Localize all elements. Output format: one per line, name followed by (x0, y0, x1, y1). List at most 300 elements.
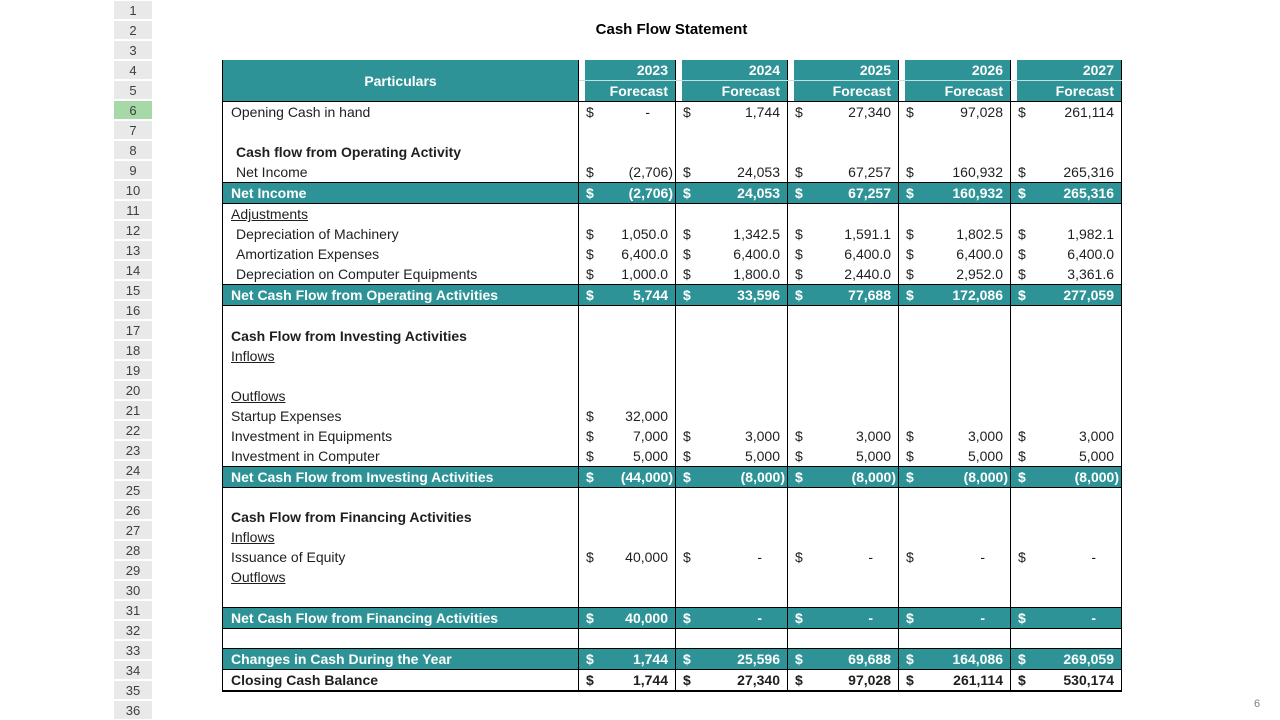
particulars-cell[interactable] (223, 346, 579, 366)
value-cell[interactable] (899, 386, 1011, 406)
value-cell[interactable] (1011, 162, 1122, 183)
value-cell[interactable] (579, 306, 676, 326)
value-cell[interactable] (676, 628, 788, 648)
value-cell[interactable] (579, 366, 676, 386)
value-cell[interactable] (579, 446, 676, 467)
value-cell[interactable] (899, 587, 1011, 607)
dollar-sign: $ (906, 671, 914, 688)
value-cell[interactable] (579, 386, 676, 406)
value-cell[interactable] (579, 466, 676, 487)
table-row-31 (223, 607, 1122, 628)
cell-value: 160,932 (952, 185, 1003, 201)
value-cell[interactable] (1011, 366, 1122, 386)
value-cell[interactable] (788, 466, 899, 487)
value-cell[interactable] (1011, 244, 1122, 264)
row-header-9[interactable]: 9 (113, 160, 153, 180)
value-cell[interactable] (788, 122, 899, 142)
dollar-sign: $ (1018, 468, 1026, 485)
cell-value: 27,340 (848, 104, 891, 120)
row-header-35[interactable]: 35 (113, 680, 153, 700)
value-cell[interactable] (788, 507, 899, 527)
value-cell[interactable] (579, 487, 676, 507)
value-cell[interactable] (579, 426, 676, 446)
value-cell[interactable] (676, 507, 788, 527)
value-cell[interactable] (899, 204, 1011, 225)
dollar-sign: $ (1018, 266, 1026, 282)
value-cell[interactable] (1011, 204, 1122, 225)
cell-value: (8,000) (1074, 468, 1119, 485)
row-header-4[interactable]: 4 (113, 60, 153, 80)
dollar-sign: $ (683, 549, 691, 565)
value-cell[interactable] (1011, 487, 1122, 507)
value-cell[interactable] (1011, 406, 1122, 426)
value-cell[interactable] (579, 162, 676, 183)
row-header-34[interactable]: 34 (113, 660, 153, 680)
value-cell[interactable] (788, 487, 899, 507)
table-row-24 (223, 466, 1122, 487)
dollar-sign: $ (906, 226, 914, 242)
value-cell[interactable] (1011, 587, 1122, 607)
row-header-column (113, 0, 153, 720)
cell-value: 97,028 (960, 104, 1003, 120)
value-cell[interactable] (676, 285, 788, 306)
cash-flow-table (222, 60, 1122, 692)
cell-value: (2,706) (628, 164, 673, 180)
row-header-28[interactable]: 28 (113, 540, 153, 560)
value-cell[interactable] (788, 244, 899, 264)
value-cell[interactable] (579, 648, 676, 669)
value-cell[interactable] (899, 507, 1011, 527)
particulars-cell[interactable] (223, 648, 579, 669)
particulars-cell[interactable] (223, 507, 579, 527)
table-row-7 (223, 122, 1122, 142)
value-cell[interactable] (676, 224, 788, 244)
value-cell[interactable] (1011, 669, 1122, 691)
dollar-sign: $ (906, 185, 914, 201)
value-cell[interactable] (788, 386, 899, 406)
value-cell[interactable] (579, 102, 676, 123)
row-header-23[interactable]: 23 (113, 440, 153, 460)
value-cell[interactable] (1011, 285, 1122, 306)
particulars-cell[interactable] (223, 162, 579, 183)
value-cell[interactable] (788, 648, 899, 669)
particulars-header[interactable]: Particulars (223, 60, 579, 102)
value-cell[interactable] (1011, 507, 1122, 527)
value-cell[interactable] (676, 607, 788, 628)
value-cell[interactable] (676, 264, 788, 285)
forecast-header-2025[interactable]: Forecast (788, 81, 899, 102)
table-row-30 (223, 587, 1122, 607)
particulars-cell[interactable] (223, 183, 579, 204)
row-label: Opening Cash in hand (231, 104, 371, 120)
value-cell[interactable] (788, 162, 899, 183)
particulars-cell[interactable] (223, 366, 579, 386)
value-cell[interactable] (676, 466, 788, 487)
particulars-cell[interactable] (223, 306, 579, 326)
value-cell[interactable] (899, 547, 1011, 567)
particulars-cell[interactable] (223, 607, 579, 628)
value-cell[interactable] (1011, 224, 1122, 244)
value-cell[interactable] (579, 264, 676, 285)
value-cell[interactable] (1011, 326, 1122, 346)
value-cell[interactable] (1011, 648, 1122, 669)
value-cell[interactable] (579, 507, 676, 527)
year-header-2023[interactable]: 2023 (579, 60, 676, 81)
particulars-cell[interactable] (223, 386, 579, 406)
value-cell[interactable] (579, 628, 676, 648)
value-cell[interactable] (788, 607, 899, 628)
value-cell[interactable] (899, 162, 1011, 183)
dollar-sign: $ (683, 226, 691, 242)
table-row-17 (223, 326, 1122, 346)
value-cell[interactable] (788, 628, 899, 648)
cell-value: 6,400.0 (621, 246, 668, 262)
value-cell[interactable] (676, 122, 788, 142)
value-cell[interactable] (676, 386, 788, 406)
value-cell[interactable] (788, 426, 899, 446)
value-cell[interactable] (788, 102, 899, 123)
value-cell[interactable] (1011, 628, 1122, 648)
cell-value: (8,000) (963, 468, 1008, 485)
particulars-cell[interactable] (223, 669, 579, 691)
cell-value: 6,400.0 (956, 246, 1003, 262)
row-header-31[interactable]: 31 (113, 600, 153, 620)
cell-value: 3,000 (967, 427, 1003, 444)
row-header-13[interactable]: 13 (113, 240, 153, 260)
value-cell[interactable] (1011, 567, 1122, 587)
value-cell[interactable] (676, 306, 788, 326)
particulars-cell[interactable] (223, 102, 579, 123)
cell-value: 97,028 (848, 671, 891, 688)
row-header-14[interactable]: 14 (113, 260, 153, 280)
value-cell[interactable] (1011, 183, 1122, 204)
value-cell[interactable] (899, 264, 1011, 285)
value-cell[interactable] (676, 567, 788, 587)
row-header-12[interactable]: 12 (113, 220, 153, 240)
value-cell[interactable] (788, 224, 899, 244)
value-cell[interactable] (676, 162, 788, 183)
row-label: Cash Flow from Investing Activities (231, 327, 467, 344)
particulars-cell[interactable] (223, 326, 579, 346)
cell-value: 1,800.0 (733, 266, 780, 282)
table-row-16 (223, 306, 1122, 326)
value-cell[interactable] (899, 244, 1011, 264)
value-cell[interactable] (1011, 122, 1122, 142)
particulars-cell[interactable] (223, 426, 579, 446)
row-header-26[interactable]: 26 (113, 500, 153, 520)
cell-value: 1,000.0 (621, 266, 668, 282)
value-cell[interactable] (1011, 102, 1122, 123)
value-cell[interactable] (1011, 607, 1122, 628)
row-header-32[interactable]: 32 (113, 620, 153, 640)
value-cell[interactable] (788, 567, 899, 587)
value-cell[interactable] (899, 122, 1011, 142)
dollar-sign: $ (906, 427, 914, 444)
value-cell[interactable] (899, 669, 1011, 691)
value-cell[interactable] (579, 587, 676, 607)
particulars-cell[interactable] (223, 244, 579, 264)
value-cell[interactable] (899, 567, 1011, 587)
value-cell[interactable] (899, 306, 1011, 326)
cell-value: 1,342.5 (733, 226, 780, 242)
value-cell[interactable] (788, 264, 899, 285)
row-header-21[interactable]: 21 (113, 400, 153, 420)
forecast-header-2027[interactable]: Forecast (1011, 81, 1122, 102)
row-header-7[interactable]: 7 (113, 120, 153, 140)
row-header-16[interactable]: 16 (113, 300, 153, 320)
value-cell[interactable] (899, 446, 1011, 467)
value-cell[interactable] (1011, 547, 1122, 567)
year-header-2026[interactable]: 2026 (899, 60, 1011, 81)
dollar-sign: $ (586, 549, 594, 565)
value-cell[interactable] (899, 366, 1011, 386)
cell-value: 269,059 (1063, 650, 1114, 667)
cell-value: 5,744 (632, 287, 668, 303)
particulars-cell[interactable] (223, 587, 579, 607)
row-header-27[interactable]: 27 (113, 520, 153, 540)
row-header-11[interactable]: 11 (113, 200, 153, 220)
value-cell[interactable] (676, 326, 788, 346)
value-cell[interactable] (676, 204, 788, 225)
value-cell[interactable] (788, 346, 899, 366)
table-row-10 (223, 183, 1122, 204)
table-row-33 (223, 648, 1122, 669)
row-header-25[interactable]: 25 (113, 480, 153, 500)
value-cell[interactable] (676, 426, 788, 446)
value-cell[interactable] (676, 183, 788, 204)
table-row-29 (223, 567, 1122, 587)
value-cell[interactable] (899, 607, 1011, 628)
dollar-sign: $ (586, 164, 594, 180)
table-row-22 (223, 426, 1122, 446)
value-cell[interactable] (579, 567, 676, 587)
value-cell[interactable] (579, 224, 676, 244)
value-cell[interactable] (788, 326, 899, 346)
row-header-29[interactable]: 29 (113, 560, 153, 580)
dollar-sign: $ (906, 650, 914, 667)
value-cell[interactable] (579, 285, 676, 306)
value-cell[interactable] (899, 183, 1011, 204)
value-cell[interactable] (676, 527, 788, 547)
value-cell[interactable] (899, 487, 1011, 507)
row-header-22[interactable]: 22 (113, 420, 153, 440)
row-label: Outflows (231, 387, 286, 404)
value-cell[interactable] (788, 204, 899, 225)
year-header-2027[interactable]: 2027 (1011, 60, 1122, 81)
value-cell[interactable] (899, 527, 1011, 547)
dollar-sign: $ (683, 671, 691, 688)
value-cell[interactable] (1011, 346, 1122, 366)
cell-value: 32,000 (625, 407, 668, 424)
value-cell[interactable] (676, 446, 788, 467)
value-cell[interactable] (579, 406, 676, 426)
row-header-8[interactable]: 8 (113, 140, 153, 160)
table-row-8 (223, 142, 1122, 162)
particulars-cell[interactable] (223, 204, 579, 225)
value-cell[interactable] (788, 285, 899, 306)
value-cell[interactable] (676, 346, 788, 366)
dollar-sign: $ (1018, 164, 1026, 180)
dollar-sign: $ (906, 266, 914, 282)
particulars-cell[interactable] (223, 527, 579, 547)
dollar-sign: $ (683, 609, 691, 626)
value-cell[interactable] (899, 648, 1011, 669)
dollar-sign: $ (1018, 549, 1026, 565)
row-header-5[interactable]: 5 (113, 80, 153, 100)
value-cell[interactable] (899, 406, 1011, 426)
value-cell[interactable] (579, 669, 676, 691)
dollar-sign: $ (795, 185, 803, 201)
value-cell[interactable] (676, 587, 788, 607)
value-cell[interactable] (1011, 466, 1122, 487)
value-cell[interactable] (899, 466, 1011, 487)
value-cell[interactable] (676, 487, 788, 507)
value-cell[interactable] (676, 102, 788, 123)
value-cell[interactable] (788, 587, 899, 607)
cell-value: 7,000 (632, 427, 668, 444)
row-header-10[interactable]: 10 (113, 180, 153, 200)
year-header-2025[interactable]: 2025 (788, 60, 899, 81)
value-cell[interactable] (579, 142, 676, 162)
row-header-20[interactable]: 20 (113, 380, 153, 400)
particulars-cell[interactable] (223, 567, 579, 587)
value-cell[interactable] (788, 183, 899, 204)
particulars-cell[interactable] (223, 264, 579, 285)
dollar-sign: $ (906, 287, 914, 303)
row-label: Inflows (231, 347, 275, 364)
value-cell[interactable] (1011, 527, 1122, 547)
cell-value: 265,316 (1063, 185, 1114, 201)
forecast-header-2026[interactable]: Forecast (899, 81, 1011, 102)
row-header-30[interactable]: 30 (113, 580, 153, 600)
value-cell[interactable] (788, 669, 899, 691)
value-cell[interactable] (579, 346, 676, 366)
particulars-cell[interactable] (223, 628, 579, 648)
value-cell[interactable] (1011, 264, 1122, 285)
value-cell[interactable] (1011, 446, 1122, 467)
value-cell[interactable] (1011, 386, 1122, 406)
forecast-header-2023[interactable]: Forecast (579, 81, 676, 102)
value-cell[interactable] (899, 285, 1011, 306)
value-cell[interactable] (676, 547, 788, 567)
value-cell[interactable] (899, 628, 1011, 648)
particulars-cell[interactable] (223, 142, 579, 162)
row-label: Startup Expenses (231, 407, 342, 424)
particulars-cell[interactable] (223, 547, 579, 567)
row-header-2[interactable]: 2 (113, 20, 153, 40)
value-cell[interactable] (788, 446, 899, 467)
value-cell[interactable] (676, 406, 788, 426)
cell-value: (8,000) (851, 468, 896, 485)
dollar-sign: $ (1018, 671, 1026, 688)
row-header-19[interactable]: 19 (113, 360, 153, 380)
value-cell[interactable] (579, 244, 676, 264)
value-cell[interactable] (788, 527, 899, 547)
particulars-cell[interactable] (223, 285, 579, 306)
value-cell[interactable] (676, 142, 788, 162)
value-cell[interactable] (1011, 142, 1122, 162)
particulars-cell[interactable] (223, 446, 579, 467)
value-cell[interactable] (579, 326, 676, 346)
value-cell[interactable] (788, 547, 899, 567)
dollar-sign: $ (795, 246, 803, 262)
row-label: Amortization Expenses (236, 246, 380, 262)
value-cell[interactable] (579, 204, 676, 225)
value-cell[interactable] (676, 244, 788, 264)
cell-value: - (868, 609, 873, 626)
value-cell[interactable] (676, 669, 788, 691)
particulars-cell[interactable] (223, 122, 579, 142)
row-header-36[interactable]: 36 (113, 700, 153, 720)
value-cell[interactable] (899, 102, 1011, 123)
dollar-sign: $ (586, 427, 594, 444)
value-cell[interactable] (899, 326, 1011, 346)
value-cell[interactable] (899, 346, 1011, 366)
cell-value: 5,000 (967, 447, 1003, 464)
row-label: Closing Cash Balance (231, 671, 379, 688)
row-label: Net Cash Flow from Investing Activities (231, 468, 494, 485)
row-header-33[interactable]: 33 (113, 640, 153, 660)
value-cell[interactable] (579, 122, 676, 142)
row-header-18[interactable]: 18 (113, 340, 153, 360)
cell-value: 1,982.1 (1067, 226, 1114, 242)
row-header-3[interactable]: 3 (113, 40, 153, 60)
particulars-cell[interactable] (223, 466, 579, 487)
dollar-sign: $ (1018, 650, 1026, 667)
row-header-6[interactable]: 6 (113, 100, 153, 120)
row-label: Inflows (231, 529, 275, 545)
value-cell[interactable] (1011, 426, 1122, 446)
particulars-cell[interactable] (223, 487, 579, 507)
row-header-17[interactable]: 17 (113, 320, 153, 340)
value-cell[interactable] (899, 426, 1011, 446)
table-row-21 (223, 406, 1122, 426)
value-cell[interactable] (788, 306, 899, 326)
table-row-12 (223, 224, 1122, 244)
dollar-sign: $ (586, 407, 594, 424)
value-cell[interactable] (899, 224, 1011, 244)
value-cell[interactable] (899, 142, 1011, 162)
dollar-sign: $ (683, 287, 691, 303)
table-row-20 (223, 386, 1122, 406)
value-cell[interactable] (788, 366, 899, 386)
particulars-cell[interactable] (223, 224, 579, 244)
row-header-1[interactable]: 1 (113, 0, 153, 20)
dollar-sign: $ (586, 671, 594, 688)
value-cell[interactable] (579, 547, 676, 567)
value-cell[interactable] (579, 183, 676, 204)
dollar-sign: $ (683, 246, 691, 262)
value-cell[interactable] (579, 607, 676, 628)
cell-value: 3,361.6 (1067, 266, 1114, 282)
value-cell[interactable] (1011, 306, 1122, 326)
value-cell[interactable] (676, 648, 788, 669)
forecast-header-2024[interactable]: Forecast (676, 81, 788, 102)
table-row-32 (223, 628, 1122, 648)
year-header-2024[interactable]: 2024 (676, 60, 788, 81)
table-row-15 (223, 285, 1122, 306)
dollar-sign: $ (906, 609, 914, 626)
value-cell[interactable] (788, 406, 899, 426)
row-label: Net Cash Flow from Operating Activities (231, 287, 499, 303)
value-cell[interactable] (788, 142, 899, 162)
row-header-15[interactable]: 15 (113, 280, 153, 300)
row-header-24[interactable]: 24 (113, 460, 153, 480)
value-cell[interactable] (676, 366, 788, 386)
particulars-cell[interactable] (223, 406, 579, 426)
value-cell[interactable] (579, 527, 676, 547)
table-row-9 (223, 162, 1122, 183)
